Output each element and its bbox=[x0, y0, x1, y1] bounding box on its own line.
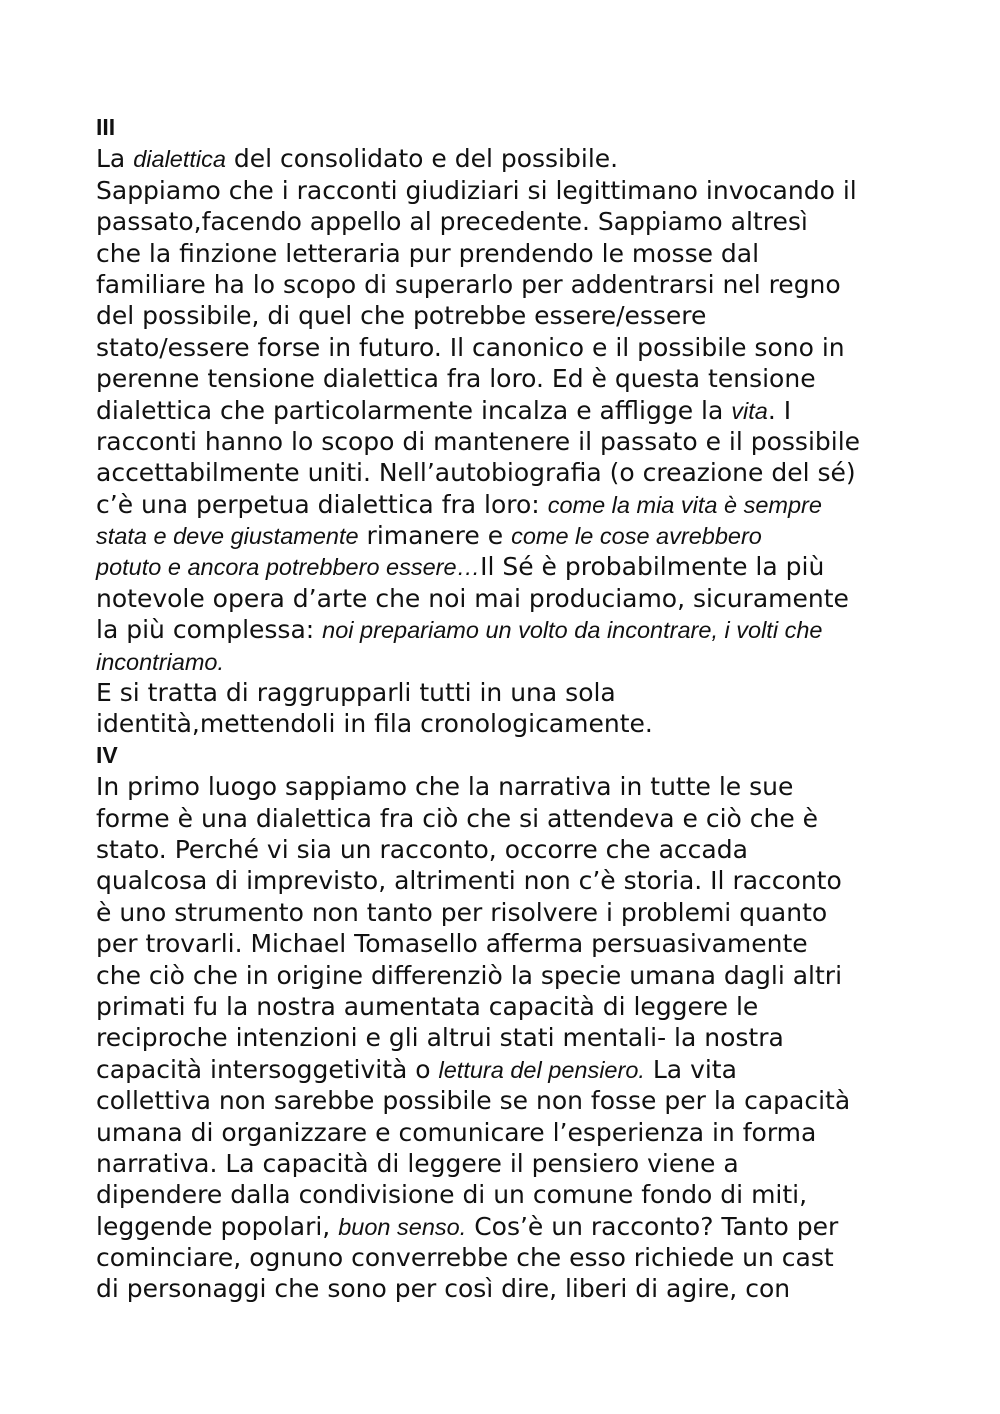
text-run: dipendere dalla condivisione di un comune fondo di miti, bbox=[96, 1180, 808, 1210]
text-line bbox=[96, 1242, 926, 1273]
text-line bbox=[96, 960, 926, 991]
text-line bbox=[96, 175, 926, 206]
text-run: In primo luogo sappiamo che la narrativa in tutte le sue bbox=[96, 772, 794, 802]
text-run: che la finzione letteraria pur prendendo le mosse dal bbox=[96, 238, 760, 268]
text-run: accettabilmente uniti. Nell’autobiografia (o creazione del sé) bbox=[96, 458, 856, 488]
text-run: c’è una perpetua dialettica fra loro: bbox=[96, 489, 548, 519]
text-line bbox=[96, 708, 926, 739]
text-line bbox=[96, 803, 926, 834]
text-line bbox=[96, 332, 926, 363]
text-line bbox=[96, 457, 926, 488]
text-run: primati fu la nostra aumentata capacità di leggere le bbox=[96, 991, 759, 1021]
document-page bbox=[96, 112, 926, 1305]
text-line bbox=[96, 363, 926, 394]
text-run: familiare ha lo scopo di superarlo per addentrarsi nel regno bbox=[96, 269, 841, 299]
text-run: . I bbox=[767, 395, 792, 425]
text-run: umana di organizzare e comunicare l’esperienza in forma bbox=[96, 1117, 817, 1147]
italic-text: stata e deve giustamente bbox=[96, 523, 359, 550]
text-line bbox=[96, 1117, 926, 1148]
text-run: dialettica che particolarmente incalza e affligge la bbox=[96, 395, 732, 425]
text-line bbox=[96, 426, 926, 457]
italic-text: buon senso. bbox=[338, 1213, 467, 1240]
text-line bbox=[96, 1022, 926, 1053]
text-line bbox=[96, 1211, 926, 1242]
text-line bbox=[96, 489, 926, 520]
italic-text: vita bbox=[731, 397, 768, 424]
italic-text: dialettica bbox=[133, 146, 226, 173]
text-run: reciproche intenzioni e gli altrui stati mentali- la nostra bbox=[96, 1023, 784, 1053]
text-run: identità,mettendoli in fila cronologicamente. bbox=[96, 709, 653, 739]
text-line bbox=[96, 520, 926, 551]
text-line bbox=[96, 1054, 926, 1085]
section-heading bbox=[96, 112, 926, 143]
text-line bbox=[96, 1085, 926, 1116]
text-line bbox=[96, 865, 926, 896]
text-run: Cos’è un racconto? Tanto per bbox=[466, 1211, 839, 1241]
italic-text: noi prepariamo un volto da incontrare, i volti che bbox=[322, 617, 823, 644]
text-line bbox=[96, 583, 926, 614]
text-line bbox=[96, 269, 926, 300]
text-line bbox=[96, 646, 926, 677]
text-run: di personaggi che sono per così dire, liberi di agire, con bbox=[96, 1274, 791, 1304]
text-run: racconti hanno lo scopo di mantenere il passato e il possibile bbox=[96, 426, 861, 456]
text-line bbox=[96, 614, 926, 645]
italic-text: come le cose avrebbero bbox=[511, 523, 762, 550]
text-line bbox=[96, 206, 926, 237]
text-run: passato,facendo appello al precedente. Sappiamo altresì bbox=[96, 207, 808, 237]
text-run: collettiva non sarebbe possibile se non fosse per la capacità bbox=[96, 1086, 851, 1116]
text-run: la più complessa: bbox=[96, 615, 323, 645]
text-run: che ciò che in origine differenziò la specie umana dagli altri bbox=[96, 960, 843, 990]
text-line bbox=[96, 677, 926, 708]
text-run: Il Sé è probabilmente la più bbox=[480, 552, 825, 582]
text-run: Sappiamo che i racconti giudiziari si legittimano invocando il bbox=[96, 175, 857, 205]
text-run: La vita bbox=[644, 1054, 737, 1084]
text-line bbox=[96, 897, 926, 928]
text-run: narrativa. La capacità di leggere il pensiero viene a bbox=[96, 1148, 739, 1178]
text-run: rimanere e bbox=[358, 521, 512, 551]
text-line bbox=[96, 928, 926, 959]
text-line bbox=[96, 1148, 926, 1179]
text-run: forme è una dialettica fra ciò che si attendeva e ciò che è bbox=[96, 803, 819, 833]
text-run: del possibile, di quel che potrebbe essere/essere bbox=[96, 301, 707, 331]
text-run: qualcosa di imprevisto, altrimenti non c’è storia. Il racconto bbox=[96, 866, 842, 896]
text-run: cominciare, ognuno converrebbe che esso richiede un cast bbox=[96, 1243, 834, 1273]
text-line bbox=[96, 1273, 926, 1304]
text-run: stato/essere forse in futuro. Il canonico e il possibile sono in bbox=[96, 332, 845, 362]
italic-text: potuto e ancora potrebbero essere… bbox=[96, 554, 481, 581]
text-run: perenne tensione dialettica fra loro. Ed è questa tensione bbox=[96, 364, 816, 394]
text-run: è uno strumento non tanto per risolvere i problemi quanto bbox=[96, 897, 828, 927]
italic-text: lettura del pensiero. bbox=[438, 1056, 645, 1083]
text-run: notevole opera d’arte che noi mai produciamo, sicuramente bbox=[96, 583, 849, 613]
text-run: IV bbox=[96, 741, 118, 768]
text-line bbox=[96, 551, 926, 582]
text-line bbox=[96, 238, 926, 269]
text-run: leggende popolari, bbox=[96, 1211, 339, 1241]
text-line bbox=[96, 143, 926, 174]
text-run: stato. Perché vi sia un racconto, occorre che accada bbox=[96, 834, 748, 864]
text-line bbox=[96, 834, 926, 865]
text-line bbox=[96, 395, 926, 426]
text-line bbox=[96, 1179, 926, 1210]
text-line bbox=[96, 300, 926, 331]
text-run: III bbox=[96, 114, 116, 140]
text-line bbox=[96, 991, 926, 1022]
text-run: capacità intersoggetività o bbox=[96, 1054, 439, 1084]
text-run: per trovarli. Michael Tomasello afferma persuasivamente bbox=[96, 929, 808, 959]
text-run: La bbox=[96, 144, 134, 174]
section-heading bbox=[96, 740, 926, 771]
text-run: del consolidato e del possibile. bbox=[225, 144, 619, 174]
text-line bbox=[96, 771, 926, 802]
italic-text: come la mia vita è sempre bbox=[547, 491, 822, 518]
italic-text: incontriamo. bbox=[96, 648, 224, 675]
text-run: E si tratta di raggrupparli tutti in una sola bbox=[96, 678, 616, 708]
